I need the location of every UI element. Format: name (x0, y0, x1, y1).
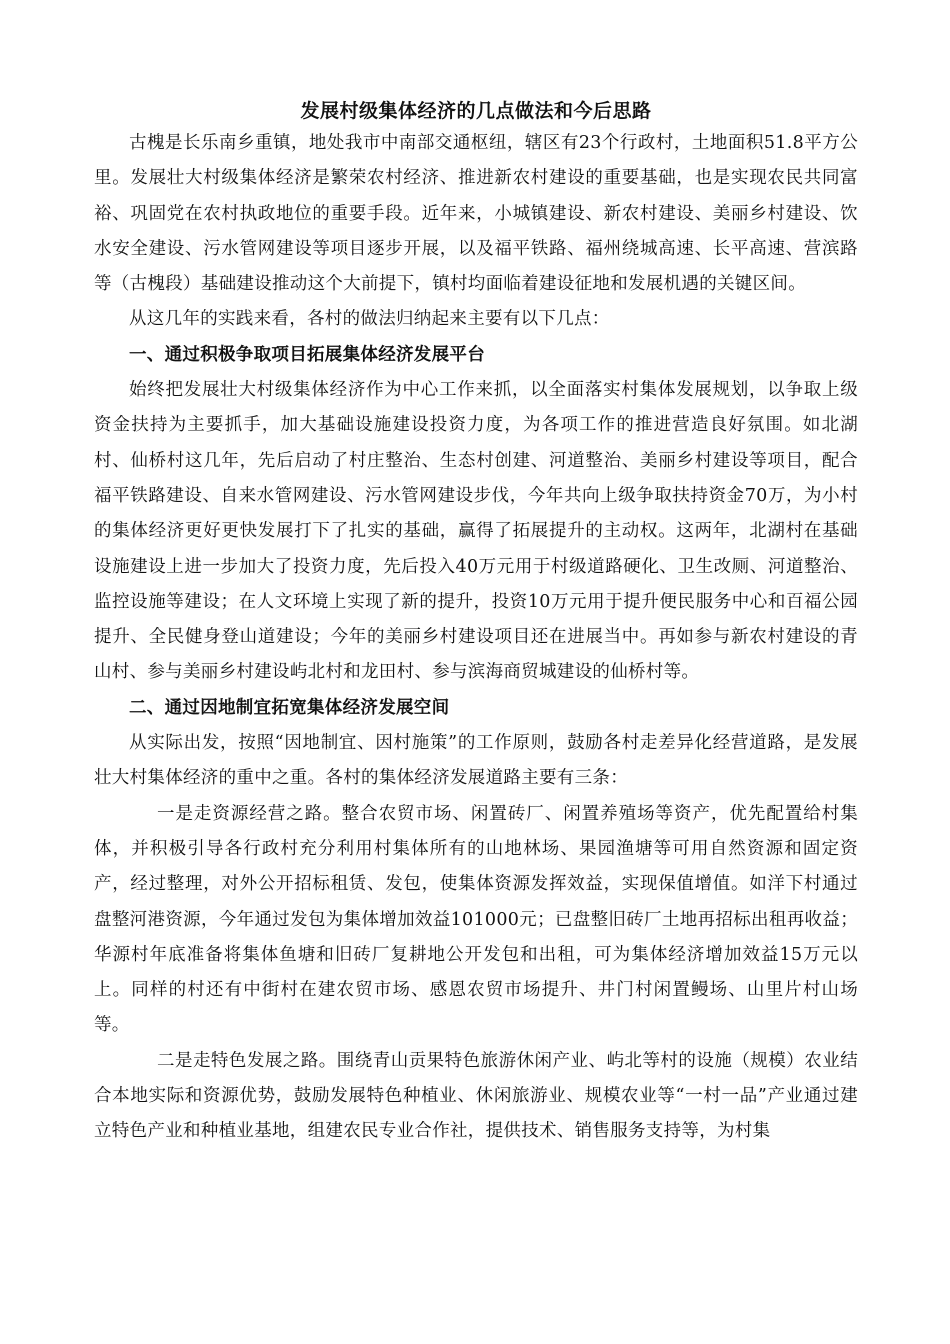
section-2-paragraph: 从实际出发，按照“因地制宜、因村施策”的工作原则，鼓励各村走差异化经营道路，是发展壮大村集体经济的重中之重。各村的集体经济发展道路主要有三条： (94, 733, 858, 789)
document-title: 发展村级集体经济的几点做法和今后思路 (300, 100, 652, 122)
section-1-paragraph: 始终把发展壮大村级集体经济作为中心工作来抓，以全面落实村集体发展规划，以争取上级资金扶持为主要抓手，加大基础设施建设投资力度，为各项工作的推进营造良好氛围。如北湖村、仙桥村这几年，先后启动了村庄整治、生态村创建、河道整治、美丽乡村建设等项目，配合福平铁路建设、自来水管网建设、污水管网建设步伐，今年共向上级争取扶持资金70万，为小村的集体经济更好更快发展打下了扎实的基础，赢得了拓展提升的主动权。这两年，北湖村在基础设施建设上进一步加大了投资力度，先后投入40万元用于村级道路硬化、卫生改厕、河道整治、监控设施等建设；在人文环境上实现了新的提升，投资10万元用于提升便民服务中心和百福公园提升、全民健身登山道建设；今年的美丽乡村建设项目还在进展当中。再如参与新农村建设的青山村、参与美丽乡村建设屿北村和龙田村、参与滨海商贸城建设的仙桥村等。 (94, 380, 858, 683)
path-2-paragraph: 二是走特色发展之路。围绕青山贡果特色旅游休闲产业、屿北等村的设施（规模）农业结合本地实际和资源优势，鼓励发展特色种植业、休闲旅游业、规模农业等“一村一品”产业通过建立特色产业和种植业基地，组建农民专业合作社，提供技术、销售服务支持等，为村集 (94, 1050, 858, 1142)
document-page (94, 96, 858, 1150)
section-1-heading: 一、通过积极争取项目拓展集体经济发展平台 (129, 344, 485, 365)
intro-paragraph: 古槐是长乐南乡重镇，地处我市中南部交通枢纽，辖区有23个行政村，土地面积51.8平方公里。发展壮大村级集体经济是繁荣农村经济、推进新农村建设的重要基础，也是实现农民共同富裕、巩固党在农村执政地位的重要手段。近年来，小城镇建设、新农村建设、美丽乡村建设、饮水安全建设、污水管网建设等项目逐步开展，以及福平铁路、福州绕城高速、长平高速、营滨路等（古槐段）基础建设推动这个大前提下，镇村均面临着建设征地和发展机遇的关键区间。 (94, 133, 858, 295)
path-1-paragraph: 一是走资源经营之路。整合农贸市场、闲置砖厂、闲置养殖场等资产，优先配置给村集体，并积极引导各行政村充分利用村集体所有的山地林场、果园渔塘等可用自然资源和固定资产，经过整理，对外公开招标租赁、发包，使集体资源发挥效益，实现保值增值。如洋下村通过盘整河港资源，今年通过发包为集体增加效益101000元；已盘整旧砖厂土地再招标出租再收益；华源村年底准备将集体鱼塘和旧砖厂复耕地公开发包和出租，可为集体经济增加效益15万元以上。同样的村还有中街村在建农贸市场、感恩农贸市场提升、井门村闲置鳗场、山里片村山场等。 (94, 803, 858, 1036)
summary-paragraph: 从这几年的实践来看，各村的做法归纳起来主要有以下几点： (129, 309, 610, 330)
section-2-heading: 二、通过因地制宜拓宽集体经济发展空间 (129, 697, 450, 718)
